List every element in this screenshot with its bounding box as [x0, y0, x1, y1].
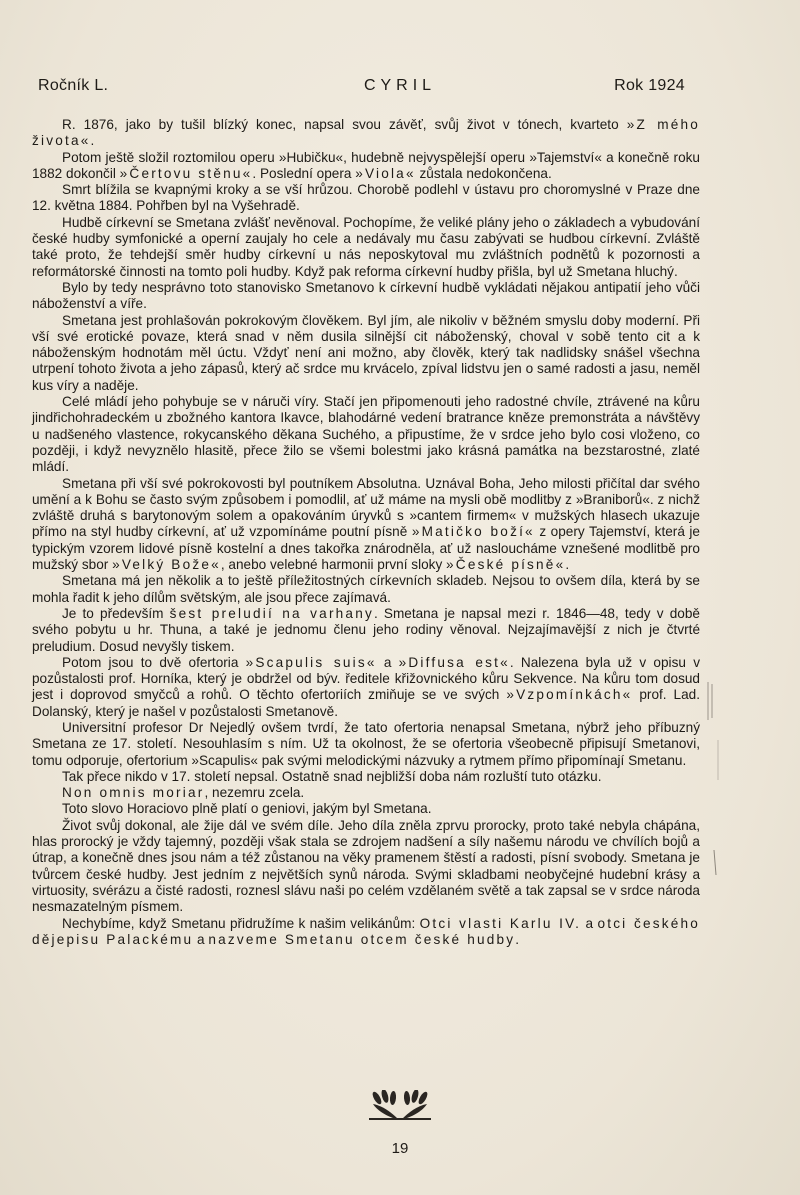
paragraph — [32, 280, 700, 313]
text-run: Smetana má jen několik a to ještě příležitostných církevních skladeb. Nejsou to ovšem díla, která by se mohla řadit k jeho dílům světským, ale jsou přece zajímavá. — [32, 573, 700, 605]
spaced-emphasis: otci českého dějepisu Palackému — [32, 915, 700, 947]
spaced-emphasis: »Scapulis suis« — [245, 654, 377, 670]
paragraph — [32, 394, 700, 475]
text-run: Tak přece nikdo v 17. století nepsal. Ostatně snad nejbližší doba nám rozluští tuto otázku. — [62, 768, 602, 784]
paragraph — [32, 150, 700, 183]
text-run: Toto slovo Horaciovo plně platí o geniovi, jakým byl Smetana. — [62, 801, 432, 817]
text-run: Potom jsou to dvě ofertoria — [62, 654, 246, 670]
text-run: Hudbě církevní se Smetana zvlášť nevěnoval. Pochopíme, že veliké plány jeho o základech a vybudování české hudby symfonické a operní zaujaly ho cele a nedávaly mu času zabývati se hudbou církevní. Zvláště také proto, že tehdejší směr hudby církevní u nás neposkytoval mu zvláštních podnětů k pozornosti a reformátorské činnosti na tomto poli hudby. Když pak reforma církevní hudby přišla, byl už Smetana hluchý. — [32, 214, 700, 279]
spaced-emphasis: »Vzpomínkách« — [506, 687, 633, 703]
article-body — [32, 117, 700, 948]
text-run: . Nalezena byla už v opisu v pozůstalosti prof. Horníka, který je obdržel od býv. ředitele křižovnického kůru Sekvence. Na kůru tom dosud jest i doprovod smyčců a rohů. O těchto ofertoriích zmiňuje se ve svých — [32, 654, 700, 703]
paragraph — [32, 476, 700, 574]
paragraph — [32, 801, 700, 817]
text-run: . Poslední opera — [252, 165, 356, 181]
volume-label: Ročník L. — [38, 77, 109, 94]
text-run: Život svůj dokonal, ale žije dál ve svém díle. Jeho díla zněla zprvu prorocky, proto také nebyla chápána, hlas prorocký je vždy tajemný, později však stala se zdrojem nadšení a síly našemu národu ve chvílích bojů a útrap, a konečně dnes jsou nám a též zůstanou na věky pramenem štěstí a radosti, písní svobody. Smetana je tvůrcem české hudby. Jest jedním z největších synů národa. Svými skladbami neobyčejné hudební krásy a virtuosity, svérázu a čisté radosti, roznesl slávu naši po celém vzdělaném světě a tak zapsal se v srdce národa nesmazatelným písmem. — [32, 817, 700, 915]
spaced-emphasis: Otci vlasti Karlu IV. — [419, 915, 582, 931]
paragraph — [32, 313, 700, 394]
text-run: . — [90, 133, 95, 149]
paragraph — [32, 573, 700, 606]
text-run: Celé mládí jeho pohybuje se v náruči víry. Stačí jen připomenouti jeho radostné chvíle, ztrávené na kůru jindřichohradeckém u zbožného kantora Ikavce, blahodárné vedení bratrance kněze premonstráta a návštěvy u nadšeného vlastence, rokycanského děkana Suchého, a připustíme, že v srdce jeho bylo cosi vloženo, co později, i když nevyznělo hlasitě, přece žilo se všemi bolestmi jako krásná památka na bezstarostné, zlaté mládí. — [32, 394, 700, 475]
pencil-margin-marks — [700, 680, 730, 880]
spaced-emphasis: »Čertovu stěnu« — [119, 165, 253, 181]
paragraph — [32, 117, 700, 150]
text-run: Smrt blížila se kvapnými kroky a se vší hrůzou. Chorobě podlehl v ústavu pro choromyslné v Praze dne 12. května 1884. Pohřben byl na Vyšehradě. — [32, 182, 700, 214]
paragraph — [32, 182, 700, 215]
text-run: Je to především — [62, 605, 170, 621]
text-run: a — [193, 931, 209, 947]
text-run: prof. Lad. Dolanský, který je našel v pozůstalosti Smetanově. — [32, 687, 700, 719]
paragraph — [32, 215, 700, 280]
text-run: Nechybíme, když Smetanu přidružíme k našim velikánům: — [62, 915, 420, 931]
paragraph — [32, 916, 700, 949]
text-run: Smetana jest prohlašován pokrokovým člověkem. Byl jím, ale nikoliv v běžném smyslu doby moderní. Při vší své erotické povaze, která snad v něm dusila silnější cit náboženský, choval v sobě tento cit a k náboženským hodnotám měl úctu. Vždyť není ani možno, aby člověk, který tak nadlidsky snášel všechna utrpení tohoto života a jeho zápasů, který ač srdce mu krvácelo, zpíval lidstvu jen o samé radosti a jasu, neměl kus víry a naděje. — [32, 312, 700, 393]
spaced-emphasis: »České písně« — [446, 557, 566, 573]
ornament-vignette — [0, 1090, 800, 1129]
journal-title: CYRIL — [363, 77, 437, 94]
paragraph — [32, 818, 700, 916]
paragraph — [32, 769, 700, 785]
text-run: a — [581, 915, 598, 931]
text-run: , nezemru zcela. — [204, 785, 305, 801]
text-run: a — [376, 654, 399, 670]
text-run: zůstala nedokončena. — [415, 165, 552, 181]
page-number: 19 — [391, 1140, 409, 1157]
laurel-ornament-icon — [355, 1090, 445, 1124]
paragraph — [32, 720, 700, 769]
spaced-emphasis: šest preludií na varhany — [169, 605, 374, 621]
spaced-emphasis: nazveme Smetanu otcem české hudby — [208, 931, 516, 947]
paragraph — [32, 606, 700, 655]
spaced-emphasis: »Viola« — [355, 165, 416, 181]
text-run: . — [565, 557, 570, 573]
spaced-emphasis: »Velký Bože« — [112, 557, 221, 573]
running-header — [0, 77, 800, 101]
text-run: . Smetana je napsal mezi r. 1846—48, tedy v době svého pobytu u hr. Thuna, a také je jednomu členu jeho rodiny věnoval. Nejzajímavější z nich je čtvrté preludium. Dosud nevyšly tiskem. — [32, 605, 700, 654]
paragraph — [32, 785, 700, 801]
text-run: Universitní profesor Dr Nejedlý ovšem tvrdí, že tato ofertoria nenapsal Smetana, nýbrž jeho příbuzný Smetana ze 17. století. Nesouhlasím s ním. Už ta okolnost, že se ofertoria všeobecně připisují Smetanovi, tomu odporuje, ofertorium »Scapulis« pak svými melodickými názvuky a rytmem přímo připomínají Smetanu. — [32, 719, 700, 768]
text-run: . — [515, 931, 520, 947]
paragraph — [32, 655, 700, 720]
spaced-emphasis: »Diffusa est« — [398, 654, 510, 670]
text-run: Bylo by tedy nesprávno toto stanovisko Smetanovo k církevní hudbě vykládati nějakou antipatií jeho vůči náboženství a víře. — [32, 279, 700, 312]
spaced-emphasis: »Z mého života« — [32, 117, 700, 149]
text-run: Potom ještě složil roztomilou operu »Hubičku«, hudebně nejvyspělejší operu »Tajemství« a konečně roku 1882 dokončil — [32, 149, 700, 181]
text-run: R. 1876, jako by tušil blízký konec, napsal svou závěť, svůj život v tónech, kvarteto — [62, 117, 627, 132]
text-run: , anebo velebné harmonii první sloky — [220, 557, 447, 573]
text-run: Smetana při vší své pokrokovosti byl poutníkem Absolutna. Uznával Boha, Jeho milosti přičítal dar svého umění a k Bohu se často svým způsobem i pomodlil, ať už máme na mysli obě modlitby z »Braniborů«. z nichž zvláště druhá s barytonovým solem a opakováním úryvků s »cantem firmem« v mužských hlasech ukazuje přímo na styl hudby církevní, ať už vzpomínáme poutní písně — [32, 475, 700, 540]
spaced-emphasis: »Matičko boží« — [411, 524, 535, 540]
year-label: Rok 1924 — [614, 77, 685, 94]
spaced-emphasis: Non omnis moriar — [62, 785, 205, 801]
text-run: z opery Tajemství, která je typickým vzorem lidové písně kostelní a dnes takořka znárodněla, ať už nasloucháme vznešené modlitbě pro mužský sbor — [32, 524, 700, 573]
